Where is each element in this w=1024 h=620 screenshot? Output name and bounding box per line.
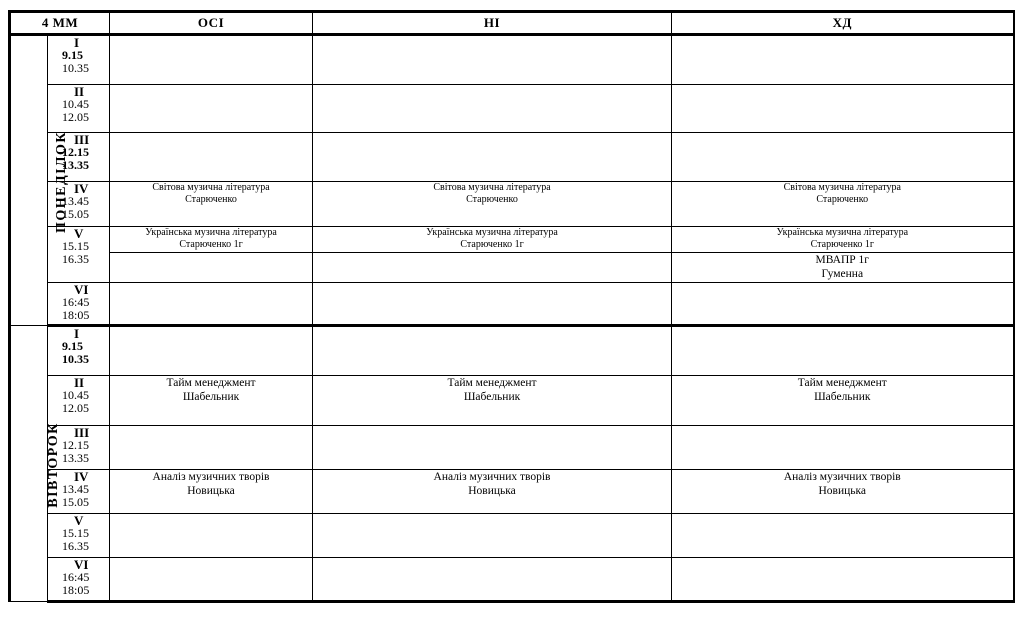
time-cell (48, 376, 110, 426)
lesson-cell[interactable] (110, 558, 313, 602)
lesson-start-time: 10.45 (62, 388, 89, 402)
lesson-cell[interactable] (672, 376, 1014, 426)
lesson-start-time: 16:45 (62, 570, 90, 584)
column-header-ni: НІ (313, 12, 672, 35)
lesson-number: III (74, 425, 90, 440)
lesson-number: VI (74, 282, 89, 297)
lesson-end-time: 18:05 (62, 308, 90, 322)
lesson-cell[interactable] (672, 514, 1014, 558)
lesson-start-time: 13.45 (62, 194, 89, 208)
lesson-cell[interactable] (672, 35, 1014, 85)
column-header-osi: ОСІ (110, 12, 313, 35)
lesson-cell[interactable] (110, 133, 313, 182)
time-slot-row (10, 326, 1014, 376)
lesson-start-time: 16:45 (62, 295, 90, 309)
lesson-cell[interactable] (110, 326, 313, 376)
lesson-cell[interactable] (313, 85, 672, 133)
teacher-name: Старюченко 1г (460, 239, 524, 250)
time-cell (48, 326, 110, 376)
lesson-end-time: 13.35 (62, 158, 89, 172)
lesson-cell[interactable] (313, 283, 672, 326)
subject-name: Світова музична література (783, 182, 901, 193)
lesson-cell[interactable] (672, 133, 1014, 182)
teacher-name: Старюченко (816, 194, 869, 205)
lesson-cell[interactable] (110, 182, 313, 227)
teacher-name: Новицька (187, 485, 235, 497)
lesson-cell[interactable] (313, 470, 672, 514)
lesson-cell[interactable] (313, 133, 672, 182)
cell-divider (313, 252, 671, 282)
lesson-number: V (74, 226, 84, 241)
time-slot-row (10, 35, 1014, 85)
cell-divider (672, 252, 1013, 281)
lesson-start-time: 12.15 (62, 145, 89, 159)
teacher-name: Старюченко (466, 194, 518, 205)
teacher-name: Новицька (818, 485, 867, 497)
day-label: ВІВТОРОК (45, 421, 61, 508)
lesson-end-time: 16.35 (62, 539, 89, 553)
subject-name: Аналіз музичних творів (152, 471, 270, 483)
lesson-end-time: 15.05 (62, 207, 89, 221)
time-slot-row (10, 376, 1014, 426)
lesson-cell[interactable] (110, 35, 313, 85)
teacher-name: Старюченко (185, 194, 237, 205)
lesson-cell[interactable] (110, 514, 313, 558)
cell-divider (110, 252, 312, 282)
lesson-cell[interactable] (110, 283, 313, 326)
teacher-name: Шабельник (814, 391, 871, 403)
subject-name: Аналіз музичних творів (433, 471, 551, 483)
teacher-name: Шабельник (182, 391, 240, 403)
lesson-cell[interactable] (313, 227, 672, 283)
subject-name: Українська музична література (145, 227, 277, 238)
time-cell (48, 558, 110, 602)
lesson-cell[interactable] (313, 326, 672, 376)
subject-name: Тайм менеджмент (166, 377, 256, 389)
teacher-name: Старюченко 1г (179, 239, 243, 250)
subject-name: Аналіз музичних творів (783, 471, 901, 483)
header-row (10, 12, 1014, 35)
lesson-number: V (74, 513, 84, 528)
time-cell (48, 227, 110, 283)
lesson-start-time: 9.15 (62, 339, 83, 353)
lesson-end-time: 10.35 (62, 352, 89, 366)
column-header-hd: ХД (672, 12, 1014, 35)
lesson-start-time: 15.15 (62, 239, 89, 253)
lesson-cell[interactable] (672, 470, 1014, 514)
extra-subject-name: МВАПР 1г (815, 254, 870, 266)
lesson-start-time: 13.45 (62, 482, 89, 496)
lesson-cell[interactable] (313, 376, 672, 426)
time-slot-row (10, 85, 1014, 133)
lesson-end-time: 18:05 (62, 583, 90, 597)
time-slot-row (10, 558, 1014, 602)
subject-name: Українська музична література (426, 227, 558, 238)
lesson-cell[interactable] (672, 283, 1014, 326)
lesson-end-time: 12.05 (62, 110, 89, 124)
lesson-cell[interactable] (313, 514, 672, 558)
lesson-number: II (74, 84, 85, 99)
lesson-start-time: 10.45 (62, 97, 89, 111)
lesson-number: III (74, 132, 90, 147)
lesson-cell[interactable] (672, 426, 1014, 470)
time-cell (48, 283, 110, 326)
time-slot-row (10, 283, 1014, 326)
lesson-cell[interactable] (110, 227, 313, 283)
subject-name: Українська музична література (776, 227, 909, 238)
subject-name: Тайм менеджмент (447, 377, 537, 389)
lesson-start-time: 12.15 (62, 438, 89, 452)
lesson-end-time: 13.35 (62, 451, 89, 465)
lesson-number: IV (74, 181, 89, 196)
subject-name: Світова музична література (152, 182, 270, 193)
time-cell (48, 35, 110, 85)
lesson-end-time: 15.05 (62, 495, 89, 509)
lesson-cell[interactable] (110, 85, 313, 133)
schedule-table (8, 10, 1015, 603)
lesson-number: I (74, 326, 80, 341)
day-cell (10, 35, 70, 326)
time-slot-row (10, 514, 1014, 558)
day-label: ПОНЕДІЛОК (54, 130, 70, 233)
teacher-name: Шабельник (463, 391, 521, 403)
lesson-cell[interactable] (110, 470, 313, 514)
lesson-cell[interactable] (672, 558, 1014, 602)
time-cell (48, 85, 110, 133)
subject-name: Тайм менеджмент (797, 377, 887, 389)
lesson-number: VI (74, 557, 89, 572)
teacher-name: Новицька (468, 485, 516, 497)
time-slot-row (10, 227, 1014, 283)
lesson-cell[interactable] (313, 558, 672, 602)
lesson-cell[interactable] (672, 182, 1014, 227)
group-header: 4 ММ (10, 12, 110, 35)
lesson-cell[interactable] (672, 326, 1014, 376)
day-cell (10, 326, 61, 602)
time-slot-row (10, 470, 1014, 514)
lesson-start-time: 9.15 (62, 48, 83, 62)
lesson-cell[interactable] (672, 227, 1014, 283)
time-cell (48, 514, 110, 558)
lesson-cell[interactable] (313, 426, 672, 470)
time-slot-row (10, 426, 1014, 470)
lesson-cell[interactable] (313, 182, 672, 227)
time-slot-row (10, 182, 1014, 227)
lesson-start-time: 15.15 (62, 526, 89, 540)
time-slot-row (10, 133, 1014, 182)
lesson-cell[interactable] (672, 85, 1014, 133)
lesson-end-time: 10.35 (62, 61, 89, 75)
lesson-number: II (74, 375, 85, 390)
lesson-end-time: 16.35 (62, 252, 89, 266)
teacher-name: Старюченко 1г (810, 239, 874, 250)
lesson-cell[interactable] (110, 426, 313, 470)
lesson-number: IV (74, 469, 89, 484)
subject-name: Світова музична література (433, 182, 551, 193)
extra-teacher-name: Гуменна (821, 268, 864, 280)
lesson-number: I (74, 35, 80, 50)
lesson-cell[interactable] (313, 35, 672, 85)
lesson-cell[interactable] (110, 376, 313, 426)
lesson-end-time: 12.05 (62, 401, 89, 415)
